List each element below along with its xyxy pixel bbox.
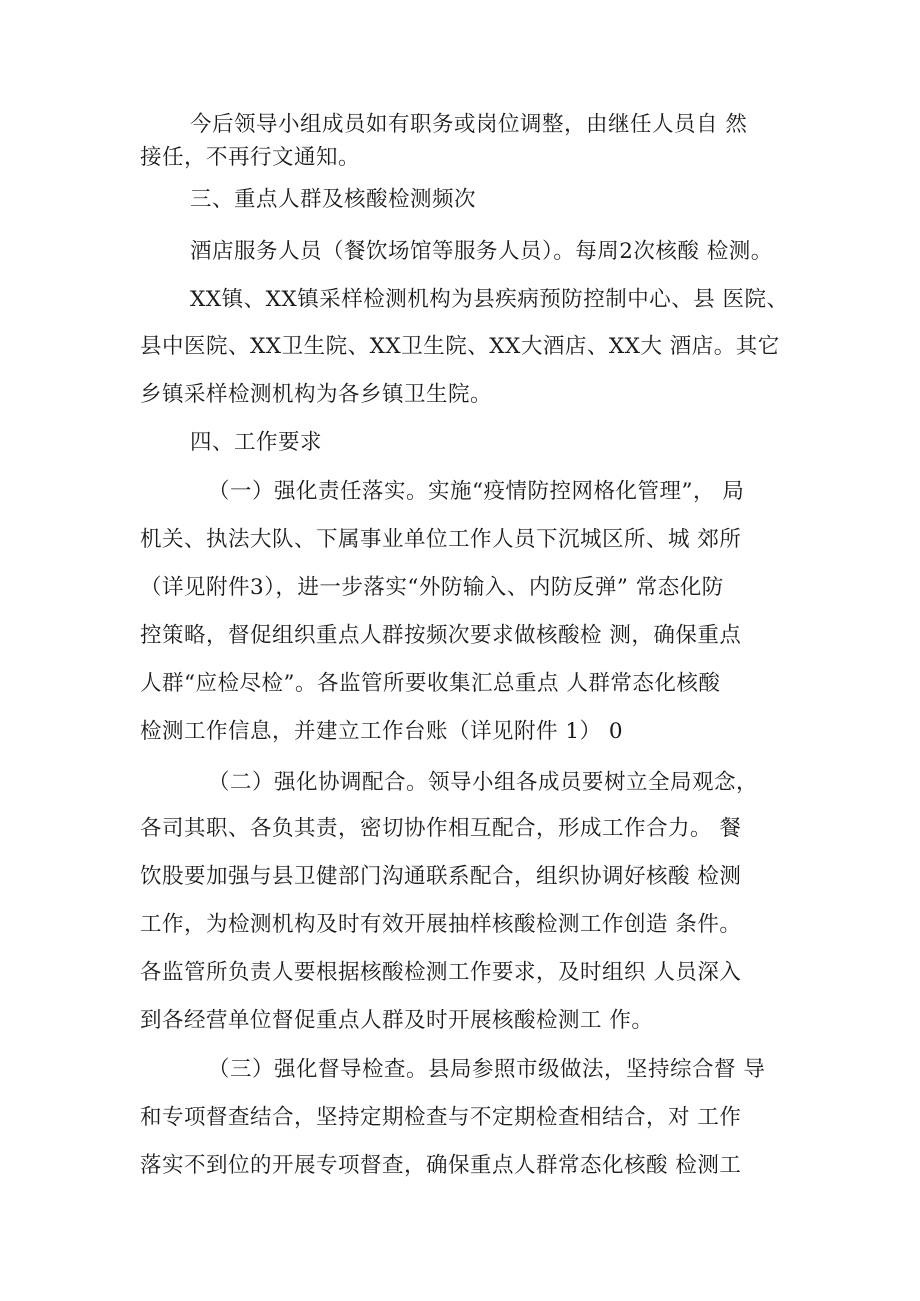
paragraph-line: 各监管所负责人要根据核酸检测工作要求，及时组织 人员深入 xyxy=(140,960,742,985)
paragraph-line: （三）强化督导检查。县局参照市级做法，坚持综合督 导 xyxy=(208,1057,766,1082)
paragraph-line: 今后领导小组成员如有职务或岗位调整，由继任人员自 然 xyxy=(190,112,748,137)
paragraph-line: （二）强化协调配合。领导小组各成员要树立全局观念， xyxy=(208,770,759,795)
paragraph-line: 工作，为检测机构及时有效开展抽样核酸检测工作创造 条件。 xyxy=(140,912,742,937)
paragraph-line: 各司其职、各负其责，密切协作相互配合，形成工作合力。 餐 xyxy=(140,816,742,841)
paragraph-line: 酒店服务人员（餐饮场馆等服务人员）。每周2次核酸 检测。 xyxy=(190,239,773,264)
paragraph-line: 控策略，督促组织重点人群按频次要求做核酸检 测，确保重点 xyxy=(140,623,742,648)
paragraph-line: 检测工作信息，并建立工作台账（详见附件 1） 0 xyxy=(140,719,624,744)
paragraph-line: （详见附件3），进一步落实“外防输入、内防反弹” 常态化防 xyxy=(140,575,724,600)
paragraph-line: 乡镇采样检测机构为各乡镇卫生院。 xyxy=(140,382,493,407)
paragraph-line: 到各经营单位督促重点人群及时开展核酸检测工 作。 xyxy=(140,1008,654,1033)
paragraph-line: 人群“应检尽检”。各监管所要收集汇总重点 人群常态化核酸 xyxy=(140,671,721,696)
paragraph-line: 和专项督查结合，坚持定期检查与不定期检查相结合，对 工作 xyxy=(140,1105,742,1130)
paragraph-line: 县中医院、XX卫生院、XX卫生院、XX大酒店、XX大 酒店。其它 xyxy=(140,334,780,359)
paragraph-line: XX镇、XX镇采样检测机构为县疾病预防控制中心、县 医院、 xyxy=(190,287,789,312)
paragraph-line: 接任，不再行文通知。 xyxy=(140,145,361,170)
paragraph-line: 落实不到位的开展专项督查，确保重点人群常态化核酸 检测工 xyxy=(140,1153,742,1178)
paragraph-line: 机关、执法大队、下属事业单位工作人员下沉城区所、城 郊所 xyxy=(140,527,742,552)
paragraph-line: 饮股要加强与县卫健部门沟通联系配合，组织协调好核酸 检测 xyxy=(140,864,742,889)
section-heading: 四、工作要求 xyxy=(190,430,323,455)
section-heading: 三、重点人群及核酸检测频次 xyxy=(190,187,477,212)
paragraph-line: （一）强化责任落实。实施“疫情防控网格化管理”， 局 xyxy=(208,479,745,504)
